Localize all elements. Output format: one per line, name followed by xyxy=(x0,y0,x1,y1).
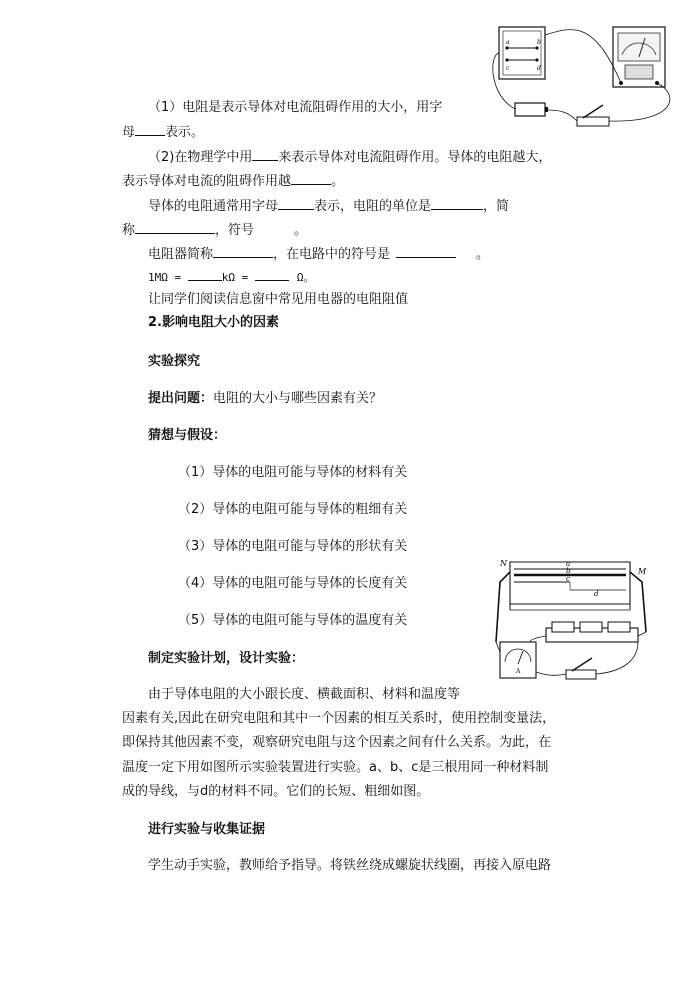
svg-text:A: A xyxy=(516,668,521,675)
figure1-label-c: c xyxy=(506,65,510,72)
unit-conversion-line: 1MΩ = kΩ = Ω。 xyxy=(148,268,315,287)
wire-board-figure xyxy=(490,552,665,692)
reading-instruction: 让同学们阅读信息窗中常见用电器的电阻阻值 xyxy=(148,292,409,307)
plan-line-3: 即保持其他因素不变，观察研究电阻与这个因素之间有什么关系。为此，在 xyxy=(122,735,552,750)
fill-blank[interactable] xyxy=(431,197,483,210)
definition-line-4: 表示导体对电流的阻碍作用越 。 xyxy=(122,174,345,189)
hypothesis-item-3: （3）导体的电阻可能与导体的形状有关 xyxy=(178,539,408,554)
hypothesis-item-1: （1）导体的电阻可能与导体的材料有关 xyxy=(178,465,408,480)
plan-line-2: 因素有关,因此在研究电阻和其中一个因素的相互关系时，使用控制变量法， xyxy=(122,711,556,726)
fill-blank[interactable] xyxy=(255,268,289,281)
hypothesis-item-2: （2）导体的电阻可能与导体的粗细有关 xyxy=(178,502,408,517)
hypothesis-item-5: （5）导体的电阻可能与导体的温度有关 xyxy=(178,613,408,628)
fill-blank[interactable] xyxy=(396,245,456,258)
hypothesis-item-4: （4）导体的电阻可能与导体的长度有关 xyxy=(178,576,408,591)
plan-line-4: 温度一定下用如图所示实验装置进行实验。a、b、c是三根用同一种材料制 xyxy=(122,760,549,775)
figure1-label-b: b xyxy=(537,39,541,46)
fill-blank[interactable] xyxy=(252,148,278,161)
fill-blank[interactable] xyxy=(135,123,165,136)
plan-line-1: 由于导体电阻的大小跟长度、横截面积、材料和温度等 xyxy=(148,687,461,702)
fill-blank[interactable] xyxy=(188,268,222,281)
figure1-label-d: d xyxy=(537,65,541,72)
figure2-label-c: c xyxy=(566,575,570,583)
question-line: 提出问题：电阻的大小与哪些因素有关？ xyxy=(148,391,383,406)
plan-line-5: 成的导线，与d的材料不同。它们的长短、粗细如图。 xyxy=(122,784,430,799)
section-heading: 2.影响电阻大小的因素 xyxy=(148,315,279,330)
figure1-label-a: a xyxy=(506,39,510,46)
definition-line-5: 导体的电阻通常用字母 表示，电阻的单位是 ，简 xyxy=(148,199,510,214)
hypothesis-heading: 猜想与假设： xyxy=(148,428,227,443)
fill-blank[interactable] xyxy=(291,172,331,185)
definition-line-1: （1）电阻是表示导体对电流阻碍作用的大小，用字 xyxy=(148,100,443,115)
definition-line-7: 电阻器简称 ，在电路中的符号是 。 xyxy=(148,247,490,262)
collect-heading: 进行实验与收集证据 xyxy=(148,822,266,837)
figure2-label-M: M xyxy=(638,567,647,576)
circuit-figure-top xyxy=(485,15,685,133)
definition-line-3: （2)在物理学中用 来表示导体对电流阻碍作用。导体的电阻越大， xyxy=(148,150,552,165)
figure2-label-d: d xyxy=(594,590,599,598)
figure2-label-N: N xyxy=(500,559,507,568)
plan-heading: 制定实验计划，设计实验： xyxy=(148,651,305,666)
experiment-heading: 实验探究 xyxy=(148,354,201,369)
figure2-label-a: a xyxy=(566,560,571,568)
definition-line-6: 称 ，符号 。 xyxy=(122,223,308,238)
figure2-label-b: b xyxy=(566,567,571,575)
definition-line-2: 母 表示。 xyxy=(122,125,205,140)
fill-blank[interactable] xyxy=(135,221,215,234)
collect-text: 学生动手实验，教师给予指导。将铁丝绕成螺旋状线圈，再接入原电路 xyxy=(148,858,552,873)
fill-blank[interactable] xyxy=(213,245,273,258)
fill-blank[interactable] xyxy=(278,197,314,210)
